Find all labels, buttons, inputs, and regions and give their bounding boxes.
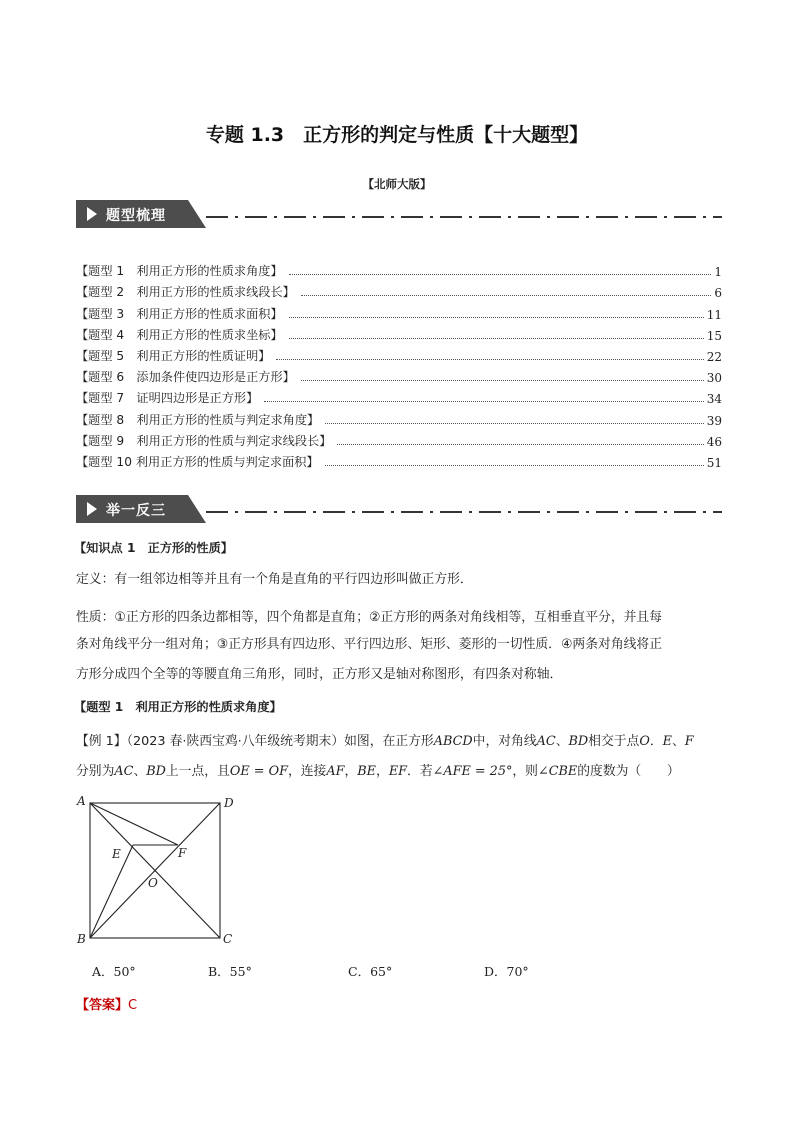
- toc-page: 30: [706, 371, 722, 386]
- section-banner-practice: [76, 495, 726, 523]
- toc-dots: [325, 465, 704, 466]
- toc-label: 【题型 7 证明四边形是正方形】: [76, 391, 259, 406]
- toc-label: 【题型 9 利用正方形的性质与判定求线段长】: [76, 433, 332, 448]
- toc-label: 【题型 6 添加条件使四边形是正方形】: [76, 370, 295, 385]
- toc-label: 【题型 10 利用正方形的性质与判定求面积】: [76, 454, 319, 469]
- knowledge-heading: 【知识点 1 正方形的性质】: [74, 541, 233, 555]
- toc-dots: [276, 359, 703, 360]
- qtype-heading: 【题型 1 利用正方形的性质求角度】: [74, 700, 282, 714]
- toc-row[interactable]: [76, 364, 722, 385]
- toc-row[interactable]: [76, 449, 722, 470]
- example-line-2: 分别为AC、BD上一点，且OE = OF，连接AF，BE，EF．若∠AFE = 25°，则∠CBE的度数为（ ）: [76, 764, 680, 779]
- option-c[interactable]: C．65°: [348, 964, 393, 979]
- toc-page: 46: [706, 434, 722, 449]
- toc-label: 【题型 1 利用正方形的性质求角度】: [76, 264, 283, 279]
- answer-tag: 【答案】: [76, 998, 129, 1013]
- toc-page: 34: [706, 392, 722, 407]
- option-d[interactable]: D．70°: [484, 964, 529, 979]
- edition-label: 【北师大版】: [362, 177, 432, 191]
- answer-line: [76, 994, 137, 1013]
- label-d: D: [224, 796, 234, 810]
- toc-page: 51: [706, 455, 722, 470]
- label-b: B: [77, 932, 86, 946]
- toc-row[interactable]: [76, 428, 722, 449]
- toc-dots: [301, 295, 712, 296]
- toc-row[interactable]: [76, 300, 722, 321]
- dash-dot-line: [206, 212, 722, 222]
- toc-page: 11: [706, 307, 722, 322]
- dash-dot-line: [206, 507, 722, 517]
- answer-value: C: [128, 998, 138, 1013]
- toc-dots: [325, 423, 704, 424]
- toc-label: 【题型 2 利用正方形的性质求线段长】: [76, 285, 295, 300]
- label-e: E: [112, 847, 121, 861]
- toc-row[interactable]: [76, 279, 722, 300]
- toc-label: 【题型 3 利用正方形的性质求面积】: [76, 306, 283, 321]
- toc-row[interactable]: [76, 406, 722, 427]
- knowledge-property-3: 方形分成四个全等的等腰直角三角形，同时，正方形又是轴对称图形，有四条对称轴．: [76, 667, 563, 682]
- label-o: O: [148, 876, 158, 890]
- square-diagram: [72, 793, 247, 953]
- option-a[interactable]: A．50°: [92, 964, 136, 979]
- toc-page: 39: [706, 413, 722, 428]
- label-c: C: [223, 932, 233, 946]
- toc-page: 22: [706, 349, 722, 364]
- banner-toc-label: 题型梳理: [106, 208, 166, 224]
- toc-dots: [289, 338, 704, 339]
- section-banner-toc: [76, 200, 726, 228]
- table-of-contents: [76, 258, 722, 470]
- toc-dots: [337, 444, 703, 445]
- knowledge-definition: 定义：有一组邻边相等并且有一个角是直角的平行四边形叫做正方形．: [76, 572, 473, 587]
- banner-practice-label: 举一反三: [106, 503, 166, 519]
- toc-dots: [301, 380, 704, 381]
- toc-label: 【题型 5 利用正方形的性质证明】: [76, 348, 271, 363]
- page-title: 专题 1.3 正方形的判定与性质【十大题型】: [205, 124, 589, 146]
- toc-dots: [289, 317, 704, 318]
- knowledge-property-1: 性质：①正方形的四条边都相等，四个角都是直角；②正方形的两条对角线相等，互相垂直平分，并且每: [76, 610, 663, 625]
- option-b[interactable]: B．55°: [208, 964, 252, 979]
- toc-page: 1: [714, 265, 722, 280]
- toc-label: 【题型 4 利用正方形的性质求坐标】: [76, 327, 283, 342]
- toc-dots: [264, 401, 703, 402]
- toc-label: 【题型 8 利用正方形的性质与判定求角度】: [76, 412, 320, 427]
- toc-page: 15: [706, 328, 722, 343]
- toc-page: 6: [714, 286, 722, 301]
- label-f: F: [178, 846, 187, 860]
- label-a: A: [77, 794, 86, 808]
- toc-row[interactable]: [76, 322, 722, 343]
- knowledge-property-2: 条对角线平分一组对角；③正方形具有四边形、平行四边形、矩形、菱形的一切性质．④两条对角线将正: [76, 637, 663, 652]
- segment-af: [90, 803, 178, 845]
- example-text: [76, 727, 722, 787]
- toc-dots: [289, 274, 712, 275]
- toc-row[interactable]: [76, 258, 722, 279]
- example-line-1: 【例 1】（2023 春·陕西宝鸡·八年级统考期末）如图，在正方形ABCD中，对角线AC、BD相交于点O．E、F: [76, 734, 694, 749]
- toc-row[interactable]: [76, 343, 722, 364]
- toc-row[interactable]: [76, 385, 722, 406]
